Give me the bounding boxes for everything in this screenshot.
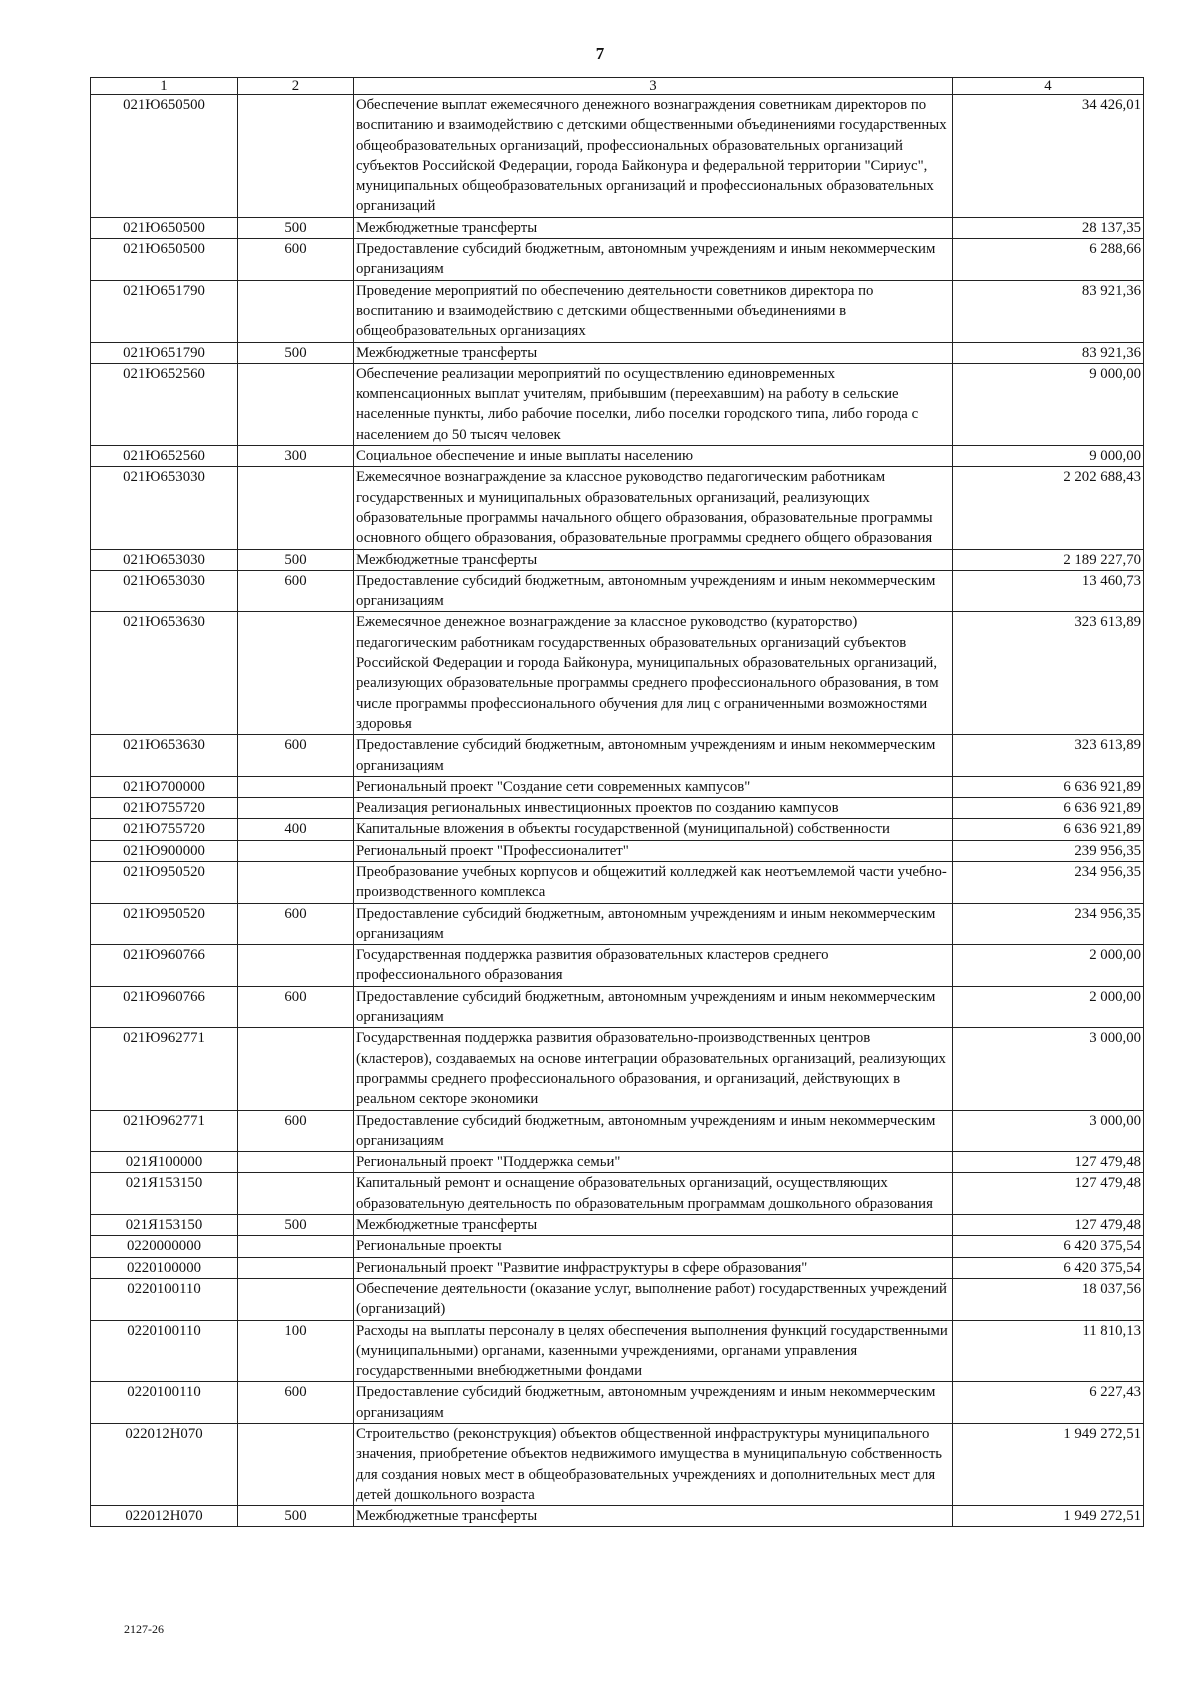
row-code: 022012Н070 bbox=[91, 1424, 238, 1506]
row-amount: 83 921,36 bbox=[953, 342, 1144, 363]
row-code: 0220100110 bbox=[91, 1320, 238, 1382]
row-amount: 239 956,35 bbox=[953, 840, 1144, 861]
row-amount: 9 000,00 bbox=[953, 446, 1144, 467]
table-row bbox=[91, 1215, 1144, 1236]
row-expense-type bbox=[238, 798, 354, 819]
row-code: 021Ю962771 bbox=[91, 1028, 238, 1110]
row-code: 021Ю755720 bbox=[91, 819, 238, 840]
row-amount: 127 479,48 bbox=[953, 1152, 1144, 1173]
row-code: 021Ю653630 bbox=[91, 735, 238, 777]
table-row bbox=[91, 446, 1144, 467]
row-code: 021Ю950520 bbox=[91, 903, 238, 945]
table-row bbox=[91, 1278, 1144, 1320]
row-code: 021Ю651790 bbox=[91, 342, 238, 363]
header-col-1: 1 bbox=[91, 78, 238, 95]
table-body bbox=[91, 95, 1144, 1527]
row-expense-type bbox=[238, 1236, 354, 1257]
row-code: 021Ю900000 bbox=[91, 840, 238, 861]
row-amount: 323 613,89 bbox=[953, 735, 1144, 777]
table-row bbox=[91, 95, 1144, 218]
table-row bbox=[91, 840, 1144, 861]
table-row bbox=[91, 217, 1144, 238]
row-expense-type: 600 bbox=[238, 735, 354, 777]
row-expense-type: 500 bbox=[238, 549, 354, 570]
row-description: Расходы на выплаты персоналу в целях обеспечения выполнения функций государственными (муниципальными) органами, казенными учреждениями, органами управления государственными внебюджетными фондами bbox=[354, 1320, 953, 1382]
row-expense-type bbox=[238, 95, 354, 218]
row-expense-type bbox=[238, 1424, 354, 1506]
row-description: Обеспечение выплат ежемесячного денежного вознаграждения советникам директоров по воспитанию и взаимодействию с детскими общественными объединениями государственных общеобразовательных организаций, профессиональных образовательных организаций субъектов Российской Федерации, города Байконура и федеральной территории "Сириус", муниципальных общеобразовательных организаций и профессиональных образовательных организаций bbox=[354, 95, 953, 218]
row-description: Региональный проект "Профессионалитет" bbox=[354, 840, 953, 861]
row-amount: 6 636 921,89 bbox=[953, 798, 1144, 819]
row-description: Региональный проект "Развитие инфраструктуры в сфере образования" bbox=[354, 1257, 953, 1278]
table-row bbox=[91, 1110, 1144, 1152]
header-col-4: 4 bbox=[953, 78, 1144, 95]
row-description: Межбюджетные трансферты bbox=[354, 217, 953, 238]
table-row bbox=[91, 819, 1144, 840]
row-description: Проведение мероприятий по обеспечению деятельности советников директора по воспитанию и взаимодействию с детскими общественными объединениями в общеобразовательных организациях bbox=[354, 280, 953, 342]
row-expense-type bbox=[238, 840, 354, 861]
row-description: Преобразование учебных корпусов и общежитий колледжей как неотъемлемой части учебно-производственного комплекса bbox=[354, 861, 953, 903]
row-code: 021Ю700000 bbox=[91, 776, 238, 797]
table-row bbox=[91, 363, 1144, 445]
row-description: Социальное обеспечение и иные выплаты населению bbox=[354, 446, 953, 467]
row-amount: 18 037,56 bbox=[953, 1278, 1144, 1320]
row-description: Капитальные вложения в объекты государственной (муниципальной) собственности bbox=[354, 819, 953, 840]
row-description: Ежемесячное денежное вознаграждение за классное руководство (кураторство) педагогическим работникам государственных образовательных организаций субъектов Российской Федерации и города Байконура, муниципальных образовательных организаций, реализующих образовательные программы среднего профессионального образования, в том числе программы профессионального обучения для лиц с ограниченными возможностями здоровья bbox=[354, 612, 953, 735]
row-expense-type bbox=[238, 1278, 354, 1320]
row-expense-type: 600 bbox=[238, 903, 354, 945]
row-amount: 34 426,01 bbox=[953, 95, 1144, 218]
row-code: 0220100110 bbox=[91, 1382, 238, 1424]
table-row bbox=[91, 1320, 1144, 1382]
row-amount: 1 949 272,51 bbox=[953, 1506, 1144, 1527]
row-expense-type: 300 bbox=[238, 446, 354, 467]
row-description: Межбюджетные трансферты bbox=[354, 549, 953, 570]
row-amount: 2 000,00 bbox=[953, 986, 1144, 1028]
row-code: 0220100000 bbox=[91, 1257, 238, 1278]
row-description: Межбюджетные трансферты bbox=[354, 342, 953, 363]
row-expense-type bbox=[238, 1257, 354, 1278]
table-row bbox=[91, 612, 1144, 735]
page-number: 7 bbox=[595, 44, 605, 63]
table-row bbox=[91, 1382, 1144, 1424]
row-amount: 9 000,00 bbox=[953, 363, 1144, 445]
header-row bbox=[91, 78, 1144, 95]
row-code: 021Ю650500 bbox=[91, 217, 238, 238]
document-code: 2127-26 bbox=[124, 1622, 164, 1636]
table-row bbox=[91, 467, 1144, 549]
row-expense-type bbox=[238, 945, 354, 987]
table-row bbox=[91, 342, 1144, 363]
row-code: 021Я153150 bbox=[91, 1173, 238, 1215]
row-amount: 28 137,35 bbox=[953, 217, 1144, 238]
row-code: 021Ю755720 bbox=[91, 798, 238, 819]
row-code: 021Ю652560 bbox=[91, 446, 238, 467]
table-row bbox=[91, 776, 1144, 797]
row-code: 021Я153150 bbox=[91, 1215, 238, 1236]
row-code: 0220100110 bbox=[91, 1278, 238, 1320]
row-amount: 234 956,35 bbox=[953, 861, 1144, 903]
row-code: 021Ю950520 bbox=[91, 861, 238, 903]
row-expense-type: 500 bbox=[238, 1506, 354, 1527]
budget-table bbox=[90, 77, 1144, 1527]
row-expense-type: 500 bbox=[238, 1215, 354, 1236]
row-expense-type bbox=[238, 467, 354, 549]
table-row bbox=[91, 903, 1144, 945]
row-amount: 6 227,43 bbox=[953, 1382, 1144, 1424]
row-code: 021Ю653030 bbox=[91, 549, 238, 570]
row-amount: 1 949 272,51 bbox=[953, 1424, 1144, 1506]
table-row bbox=[91, 1028, 1144, 1110]
table-row bbox=[91, 1257, 1144, 1278]
row-expense-type: 500 bbox=[238, 342, 354, 363]
row-code: 021Ю650500 bbox=[91, 95, 238, 218]
row-code: 021Ю960766 bbox=[91, 945, 238, 987]
row-description: Предоставление субсидий бюджетным, автономным учреждениям и иным некоммерческим организациям bbox=[354, 1382, 953, 1424]
row-expense-type bbox=[238, 612, 354, 735]
row-expense-type: 100 bbox=[238, 1320, 354, 1382]
table-row bbox=[91, 986, 1144, 1028]
row-description: Реализация региональных инвестиционных проектов по созданию кампусов bbox=[354, 798, 953, 819]
table-row bbox=[91, 1424, 1144, 1506]
table-row bbox=[91, 1152, 1144, 1173]
header-col-3: 3 bbox=[354, 78, 953, 95]
row-expense-type bbox=[238, 1028, 354, 1110]
row-description: Обеспечение реализации мероприятий по осуществлению единовременных компенсационных выплат учителям, прибывшим (переехавшим) на работу в сельские населенные пункты, либо рабочие поселки, либо поселки городского типа, либо города с населением до 50 тысяч человек bbox=[354, 363, 953, 445]
row-code: 021Ю651790 bbox=[91, 280, 238, 342]
row-description: Региональные проекты bbox=[354, 1236, 953, 1257]
row-code: 021Ю960766 bbox=[91, 986, 238, 1028]
row-expense-type: 400 bbox=[238, 819, 354, 840]
row-description: Региональный проект "Поддержка семьи" bbox=[354, 1152, 953, 1173]
row-description: Региональный проект "Создание сети современных кампусов" bbox=[354, 776, 953, 797]
table-row bbox=[91, 1236, 1144, 1257]
table-row bbox=[91, 945, 1144, 987]
table-row bbox=[91, 570, 1144, 612]
row-description: Межбюджетные трансферты bbox=[354, 1506, 953, 1527]
table-row bbox=[91, 1506, 1144, 1527]
row-expense-type bbox=[238, 776, 354, 797]
row-description: Государственная поддержка развития образовательных кластеров среднего профессионального образования bbox=[354, 945, 953, 987]
row-code: 021Ю653030 bbox=[91, 570, 238, 612]
row-code: 021Я100000 bbox=[91, 1152, 238, 1173]
row-amount: 2 189 227,70 bbox=[953, 549, 1144, 570]
table-row bbox=[91, 1173, 1144, 1215]
row-amount: 234 956,35 bbox=[953, 903, 1144, 945]
row-amount: 3 000,00 bbox=[953, 1028, 1144, 1110]
row-amount: 6 420 375,54 bbox=[953, 1236, 1144, 1257]
row-code: 021Ю650500 bbox=[91, 239, 238, 281]
row-expense-type: 600 bbox=[238, 570, 354, 612]
row-expense-type bbox=[238, 1173, 354, 1215]
table-row bbox=[91, 735, 1144, 777]
row-description: Предоставление субсидий бюджетным, автономным учреждениям и иным некоммерческим организациям bbox=[354, 986, 953, 1028]
row-description: Предоставление субсидий бюджетным, автономным учреждениям и иным некоммерческим организациям bbox=[354, 1110, 953, 1152]
row-amount: 6 288,66 bbox=[953, 239, 1144, 281]
row-code: 021Ю653030 bbox=[91, 467, 238, 549]
row-amount: 2 000,00 bbox=[953, 945, 1144, 987]
row-description: Межбюджетные трансферты bbox=[354, 1215, 953, 1236]
table-row bbox=[91, 861, 1144, 903]
row-amount: 2 202 688,43 bbox=[953, 467, 1144, 549]
row-amount: 83 921,36 bbox=[953, 280, 1144, 342]
row-amount: 11 810,13 bbox=[953, 1320, 1144, 1382]
row-code: 021Ю652560 bbox=[91, 363, 238, 445]
row-description: Государственная поддержка развития образовательно-производственных центров (кластеров), создаваемых на основе интеграции образовательных организаций, реализующих программы среднего профессионального образования, и организаций, действующих в реальном секторе экономики bbox=[354, 1028, 953, 1110]
row-expense-type bbox=[238, 861, 354, 903]
row-expense-type: 500 bbox=[238, 217, 354, 238]
row-amount: 6 636 921,89 bbox=[953, 819, 1144, 840]
row-description: Предоставление субсидий бюджетным, автономным учреждениям и иным некоммерческим организациям bbox=[354, 735, 953, 777]
row-description: Ежемесячное вознаграждение за классное руководство педагогическим работникам государственных и муниципальных образовательных организаций, реализующих образовательные программы начального общего образования, образовательные программы основного общего образования, образовательные программы среднего общего образования bbox=[354, 467, 953, 549]
row-amount: 13 460,73 bbox=[953, 570, 1144, 612]
row-amount: 127 479,48 bbox=[953, 1173, 1144, 1215]
row-amount: 127 479,48 bbox=[953, 1215, 1144, 1236]
row-expense-type bbox=[238, 280, 354, 342]
row-description: Строительство (реконструкция) объектов общественной инфраструктуры муниципального значения, приобретение объектов недвижимого имущества в муниципальную собственность для создания новых мест в общеобразовательных учреждениях и дополнительных мест для детей дошкольного возраста bbox=[354, 1424, 953, 1506]
header-col-2: 2 bbox=[238, 78, 354, 95]
row-amount: 323 613,89 bbox=[953, 612, 1144, 735]
row-description: Обеспечение деятельности (оказание услуг, выполнение работ) государственных учреждений (организаций) bbox=[354, 1278, 953, 1320]
row-code: 021Ю962771 bbox=[91, 1110, 238, 1152]
row-description: Капитальный ремонт и оснащение образовательных организаций, осуществляющих образовательную деятельность по образовательным программам дошкольного образования bbox=[354, 1173, 953, 1215]
row-description: Предоставление субсидий бюджетным, автономным учреждениям и иным некоммерческим организациям bbox=[354, 239, 953, 281]
row-expense-type bbox=[238, 363, 354, 445]
row-code: 022012Н070 bbox=[91, 1506, 238, 1527]
row-expense-type: 600 bbox=[238, 986, 354, 1028]
row-expense-type bbox=[238, 1152, 354, 1173]
row-amount: 6 636 921,89 bbox=[953, 776, 1144, 797]
table-row bbox=[91, 549, 1144, 570]
row-code: 021Ю653630 bbox=[91, 612, 238, 735]
row-amount: 3 000,00 bbox=[953, 1110, 1144, 1152]
table-row bbox=[91, 280, 1144, 342]
table-row bbox=[91, 239, 1144, 281]
row-expense-type: 600 bbox=[238, 1110, 354, 1152]
row-description: Предоставление субсидий бюджетным, автономным учреждениям и иным некоммерческим организациям bbox=[354, 903, 953, 945]
row-expense-type: 600 bbox=[238, 239, 354, 281]
table-row bbox=[91, 798, 1144, 819]
row-amount: 6 420 375,54 bbox=[953, 1257, 1144, 1278]
row-expense-type: 600 bbox=[238, 1382, 354, 1424]
row-code: 0220000000 bbox=[91, 1236, 238, 1257]
row-description: Предоставление субсидий бюджетным, автономным учреждениям и иным некоммерческим организациям bbox=[354, 570, 953, 612]
